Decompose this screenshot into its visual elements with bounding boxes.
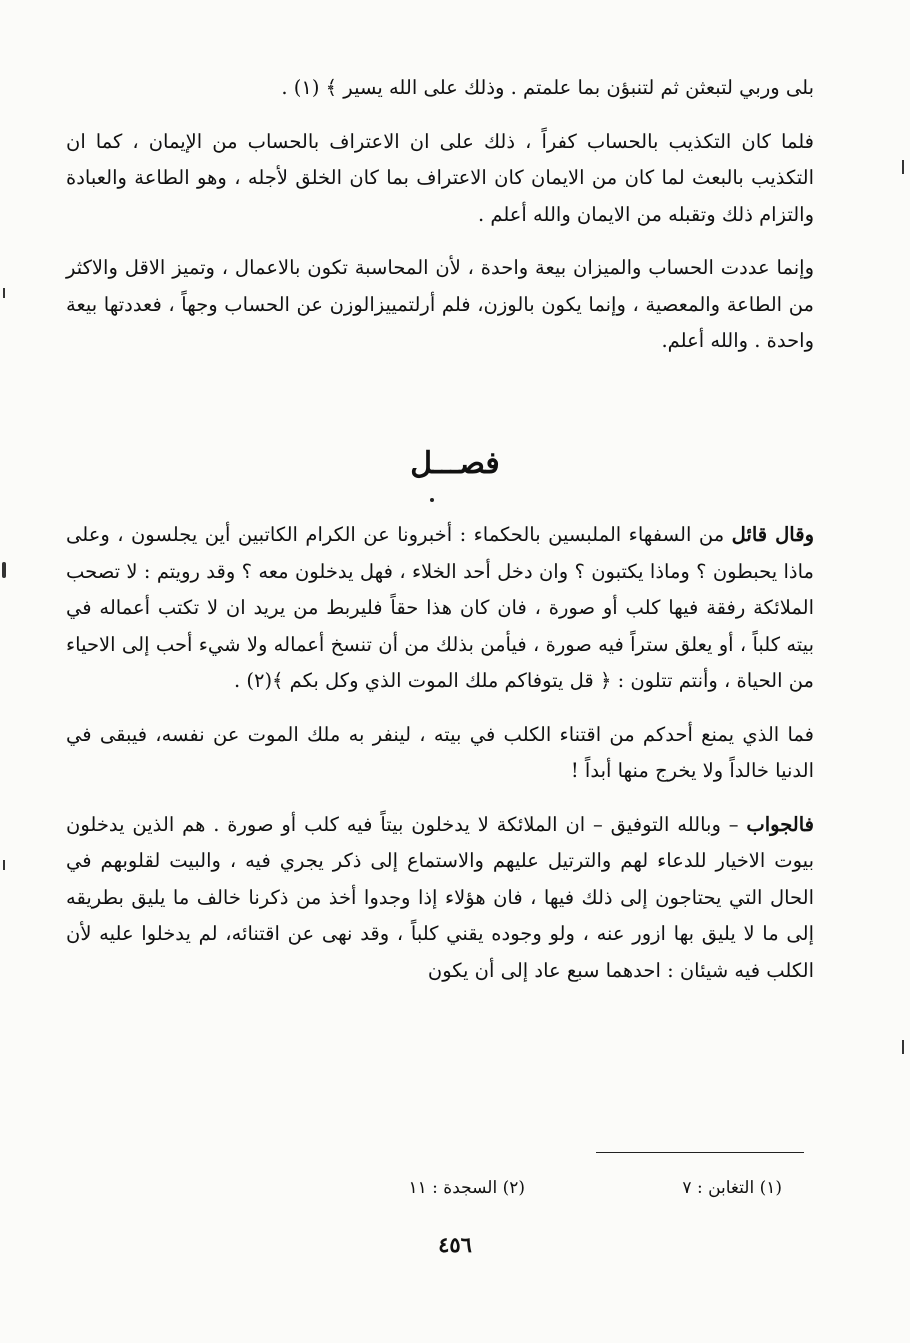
section-heading: فصـــل (410, 446, 500, 481)
paragraph-question (66, 517, 814, 700)
paragraph-question-followup: فما الذي يمنع أحدكم من اقتناء الكلب في بيته ، لينفر به ملك الموت عن نفسه، فيبقى في الدنيا خالداً ولا يخرج منها أبداً ! (66, 722, 814, 782)
margin-mark (3, 288, 5, 298)
margin-mark (3, 860, 5, 870)
margin-mark (902, 1040, 904, 1054)
upper-text (66, 70, 814, 360)
margin-mark (2, 562, 6, 578)
paragraph-answer (66, 807, 814, 990)
footnote-separator (596, 1152, 804, 1153)
lower-text (66, 517, 814, 989)
page-number: ٤٥٦ (438, 1232, 472, 1257)
question-lead: وقال قائل (731, 523, 814, 546)
footnote-2: (٢) السجدة : ١١ (408, 1178, 525, 1198)
ornament-dot (430, 498, 434, 502)
paragraph-resurrection-verse: بلى وربي لتبعثن ثم لتنبؤن بما علمتم . وذلك على الله يسير ﴾ (١) . (281, 76, 814, 99)
question-text: من السفهاء الملبسين بالحكماء : أخبرونا عن الكرام الكاتبين أين يجلسون ، وعلى ماذا يحبطون ؟ وماذا يكتبون ؟ وان دخل أحد الخلاء ، فهل يدخلون معه ؟ وقد رويتم : لا تصحب الملائكة رفقة فيها كلب أو صورة ، فان كان هذا حقاً فليربط من يريد ان لا تكتب أعماله في بيته كلباً ، أو يعلق ستراً فيه صورة ، فيأمن بذلك من أن تنسخ أعماله ولا شيء أحب إلى الاحياء من الحياة ، وأنتم تتلون : ﴿ قل يتوفاكم ملك الموت الذي وكل بكم ﴾(٢) . (66, 523, 814, 692)
answer-text: – وبالله التوفيق – ان الملائكة لا يدخلون بيتاً فيه كلب أو صورة . هم الذين يدخلون بيوت الاخيار للدعاء لهم والترتيل عليهم والاستماع إلى ذكر يجري فيه ، والبيت لقلوبهم في الحال التي يحتاجون إلى ذلك فيها ، فان هؤلاء إذا وجدوا أخذ من ذكرنا خالف ما يليق بطريقه إلى ما لا يليق بها ازور عنه ، ولو وجوده يقني كلباً ، وقد نهى عن اقتنائه، لم يدخلوا عليه لأن الكلب فيه شيئان : احدهما سبع عاد إلى أن يكون (66, 812, 814, 982)
footnote-1: (١) التغابن : ٧ (682, 1178, 782, 1198)
paragraph-reckoning-denial: فلما كان التكذيب بالحساب كفراً ، ذلك على ان الاعتراف بالحساب من الإيمان ، كما ان التكذيب بالبعث لما كان من الايمان كان الاعتراف بما كان الخلق لأجله ، وهو الطاعة والعبادة والتزام ذلك وتقبله من الايمان والله أعلم . (66, 129, 814, 226)
margin-mark (902, 160, 904, 174)
paragraph-scale-count: وإنما عددت الحساب والميزان بيعة واحدة ، لأن المحاسبة تكون بالاعمال ، وتميز الاقل والاكثر من الطاعة والمعصية ، وإنما يكون بالوزن، فلم أرلتمييزالوزن عن الحساب وجهاً ، فعددتها بيعة واحدة . والله أعلم. (66, 256, 814, 352)
answer-lead: فالجواب (746, 812, 814, 836)
